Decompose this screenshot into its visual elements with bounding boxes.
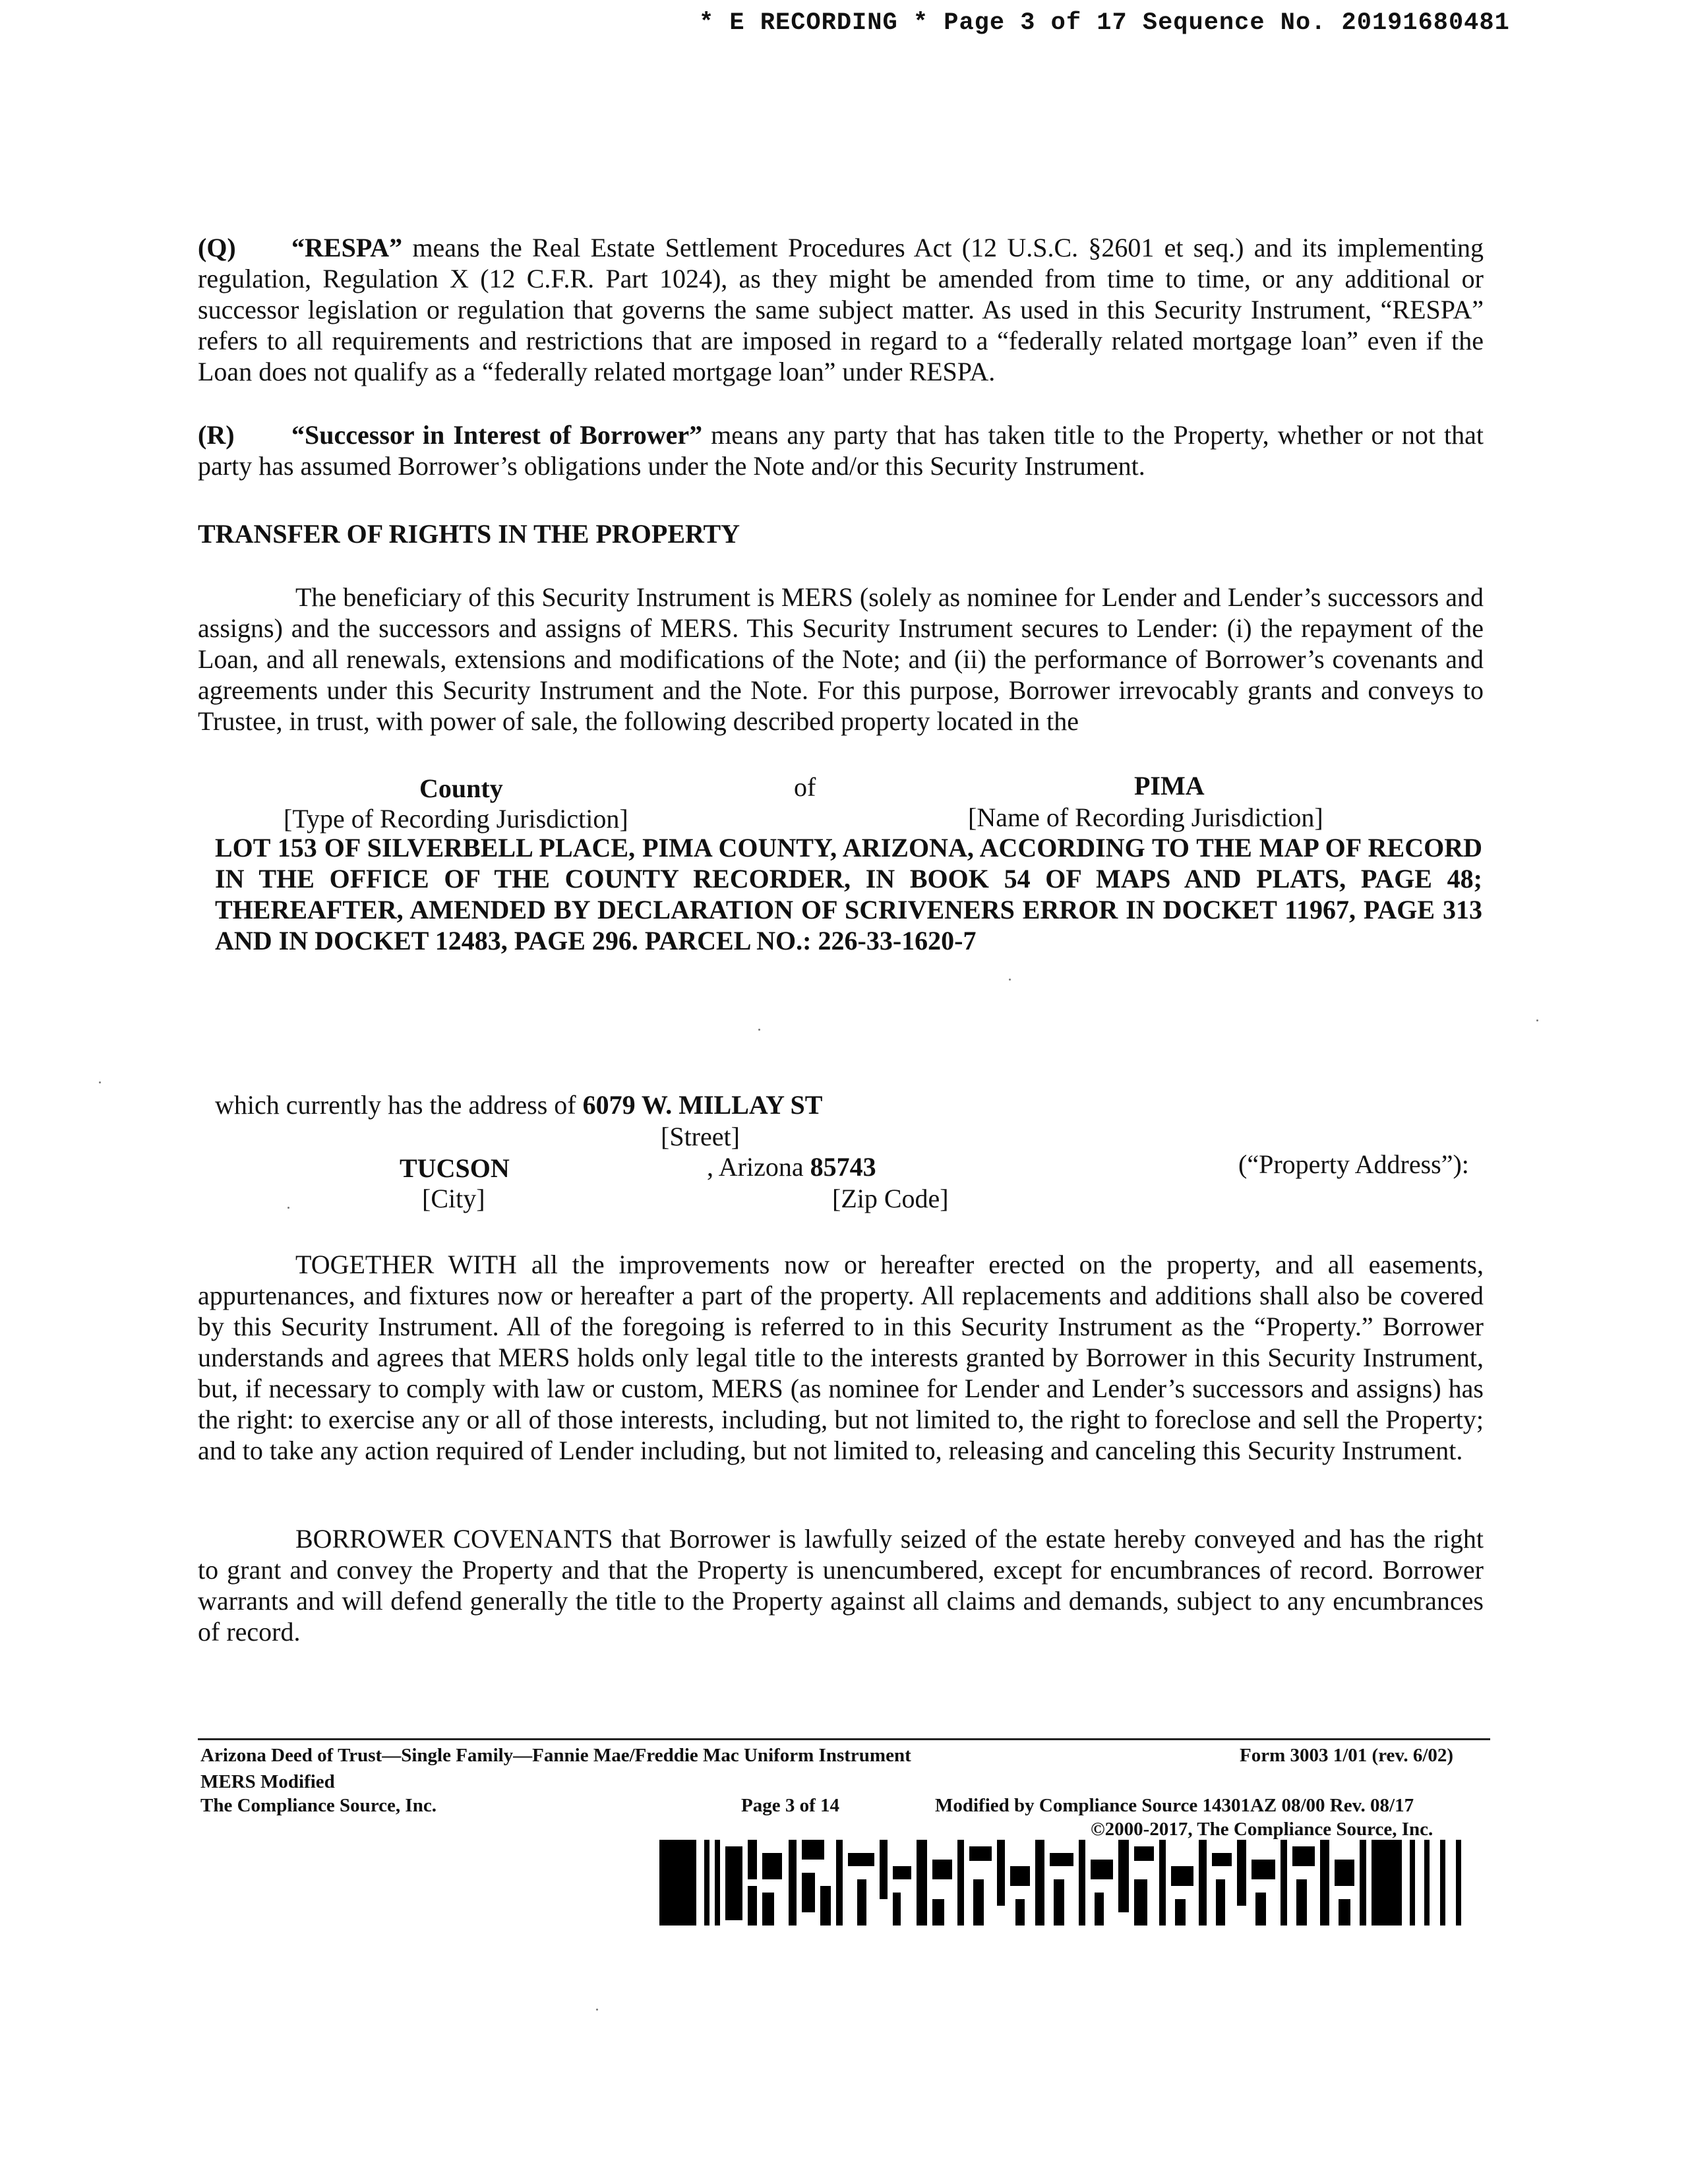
scan-speck xyxy=(1536,1019,1538,1021)
address-city: TUCSON xyxy=(400,1153,510,1183)
address-street-label: [Street] xyxy=(661,1122,740,1151)
footer-form-number: Form 3003 1/01 (rev. 6/02) xyxy=(1240,1745,1454,1766)
definition-q-text: means the Real Estate Settlement Procedures Act (12 U.S.C. §2601 et seq.) and its implementing regulation, Regulation X (12 C.F.R. Part 1024), as they might be amended from time to time, or any additional or successor legislation or regulation that governs the same subject matter. As used in this Security Instrument, “RESPA” refers to all requirements and restrictions that are imposed in regard to a “federally related mortgage loan” even if the Loan does not qualify as a “federally related mortgage loan” under RESPA. xyxy=(198,233,1484,386)
scan-speck xyxy=(596,2009,598,2011)
address-intro xyxy=(215,1089,822,1120)
jurisdiction-name-value: PIMA xyxy=(1134,771,1205,801)
together-paragraph: TOGETHER WITH all the improvements now or hereafter erected on the property, and all easements, appurtenances, and fixtures now or hereafter a part of the property. All replacements and additions shall also be covered by this Security Instrument. All of the foregoing is referred to in this Security Instrument as the “Property.” Borrower understands and agrees that MERS holds only legal title to the interests granted by Borrower in this Security Instrument, but, if necessary to comply with law or custom, MERS (as nominee for Lender and Lender’s successors and assigns) has the right: to exercise any or all of those interests, including, but not limited to, the right to foreclose and sell the Property; and to take any action required of Lender including, but not limited to, releasing and canceling this Security Instrument. xyxy=(198,1250,1484,1465)
scan-speck xyxy=(758,1029,760,1031)
definition-q xyxy=(198,232,1484,387)
definition-q-label: (Q) xyxy=(198,233,236,262)
footer-company: The Compliance Source, Inc. xyxy=(200,1795,437,1816)
scan-speck xyxy=(1009,979,1011,981)
jurisdiction-of: of xyxy=(794,772,816,802)
footer-copyright: ©2000-2017, The Compliance Source, Inc. xyxy=(1091,1819,1433,1840)
address-zip: 85743 xyxy=(810,1152,876,1182)
address-zip-label: [Zip Code] xyxy=(832,1184,949,1213)
legal-description: LOT 153 OF SILVERBELL PLACE, PIMA COUNTY, ARIZONA, ACCORDING TO THE MAP OF RECORD IN THE OFFICE OF THE COUNTY RECORDER, IN BOOK 54 OF MAPS AND PLATS, PAGE 48; THEREAFTER, AMENDED BY DECLARATION OF SCRIVENERS ERROR IN DOCKET 11967, PAGE 313 AND IN DOCKET 12483, PAGE 296. PARCEL NO.: 226-33-1620-7 xyxy=(215,833,1482,956)
address-state xyxy=(707,1151,876,1182)
address-street: 6079 W. MILLAY ST xyxy=(582,1090,823,1120)
covenants-paragraph: BORROWER COVENANTS that Borrower is lawfully seized of the estate hereby conveyed and has the right to grant and convey the Property and that the Property is unencumbered, except for encumbrances of record. Borrower warrants and will defend generally the title to the Property against all claims and demands, subject to any encumbrances of record. xyxy=(198,1524,1484,1647)
definition-q-term: “RESPA” xyxy=(291,233,403,262)
definition-r-term: “Successor in Interest of Borrower” xyxy=(291,420,703,450)
jurisdiction-name-label: [Name of Recording Jurisdiction] xyxy=(968,803,1323,832)
footer-rule xyxy=(198,1738,1490,1740)
definition-r xyxy=(198,419,1484,481)
footer-mers: MERS Modified xyxy=(200,1771,335,1792)
footer-modified: Modified by Compliance Source 14301AZ 08/00 Rev. 08/17 xyxy=(935,1795,1414,1816)
scan-speck xyxy=(287,1207,289,1209)
jurisdiction-type-label: [Type of Recording Jurisdiction] xyxy=(284,804,628,834)
address-city-label: [City] xyxy=(422,1184,485,1213)
barcode xyxy=(659,1840,1484,1926)
footer-form-title: Arizona Deed of Trust—Single Family—Fannie Mae/Freddie Mac Uniform Instrument xyxy=(200,1745,911,1766)
address-intro-text: which currently has the address of xyxy=(215,1090,576,1120)
jurisdiction-type-value: County xyxy=(419,774,503,803)
transfer-paragraph: The beneficiary of this Security Instrument is MERS (solely as nominee for Lender and Lender’s successors and assigns) and the successors and assigns of MERS. This Security Instrument secures to Lender: (i) the repayment of the Loan, and all renewals, extensions and modifications of the Note; and (ii) the performance of Borrower’s covenants and agreements under this Security Instrument and the Note. For this purpose, Borrower irrevocably grants and conveys to Trustee, in trust, with power of sale, the following described property located in the xyxy=(198,582,1484,736)
definition-r-label: (R) xyxy=(198,420,235,450)
address-state-text: , Arizona xyxy=(707,1152,804,1182)
scan-speck xyxy=(99,1081,101,1083)
definition-r-text: means any party that has taken title to the Property, whether or not that party has assumed Borrower’s obligations under the Note and/or this Security Instrument. xyxy=(198,420,1484,481)
recording-header: * E RECORDING * Page 3 of 17 Sequence No. 20191680481 xyxy=(699,9,1510,37)
property-address-label: (“Property Address”): xyxy=(1238,1149,1469,1179)
transfer-heading: TRANSFER OF RIGHTS IN THE PROPERTY xyxy=(198,519,740,549)
footer-page: Page 3 of 14 xyxy=(741,1795,839,1816)
